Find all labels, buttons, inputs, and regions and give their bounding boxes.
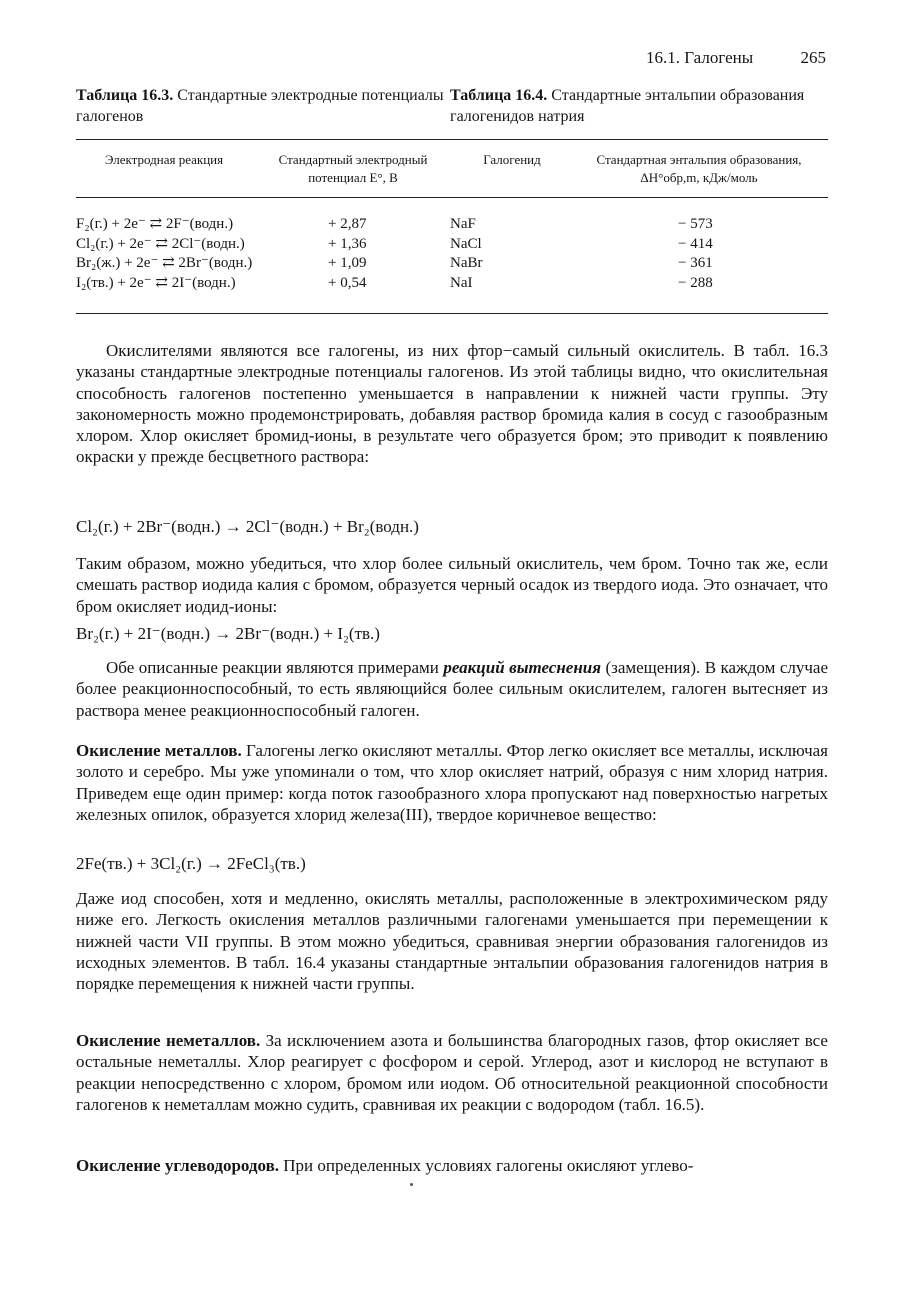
paragraph-hydrocarbon-oxidation bbox=[76, 1155, 828, 1176]
col-header-potential: Стандартный электродный потенциал E°, B bbox=[278, 152, 428, 185]
table-header-rule bbox=[76, 197, 828, 198]
paragraph-text: Обе описанные реакции являются примерами bbox=[106, 658, 444, 677]
table-16-3-caption bbox=[76, 85, 446, 127]
paragraph-text: Галогены легко окисляют металлы. Фтор легко окисляет все металлы, исключая золото и серебро. Мы уже упоминали о том, что хлор окисляет натрий, образуя с ним хлорид натрия. Приведем еще один пример: когда поток газообразного хлора пропускают над поверхностью нагретых железных опилок, образуется хлорид железа(III), твердое коричневое вещество: bbox=[76, 741, 828, 824]
table-cell-halide: NaI bbox=[450, 274, 473, 291]
table-cell-enthalpy: − 361 bbox=[678, 255, 713, 271]
table-cell-enthalpy: − 414 bbox=[678, 235, 713, 252]
equation-chlorine-bromide: Cl₂(г.) + 2Br⁻(водн.) → 2Cl⁻(водн.) + Br₂(водн.) bbox=[76, 517, 419, 536]
col-header-reaction: Электродная реакция bbox=[104, 152, 224, 167]
paragraph-displacement bbox=[76, 657, 828, 721]
print-speck bbox=[410, 1183, 413, 1186]
paragraph-text: Таким образом, можно убедиться, что хлор более сильный окислитель, чем бром. Точно так же, если смешать раствор иодида калия с бромом, образуется черный осадок из твердого иода. Это означает, что бром окисляет иодид-ионы: bbox=[76, 554, 828, 616]
paragraph-iodine-metals bbox=[76, 888, 828, 994]
col-header-enthalpy bbox=[568, 151, 830, 187]
paragraph-text: (замещения). В каждом случае более реакционноспособный, то есть являющийся более сильным окислителем, галоген вытесняет из раствора менее реакционноспособный галоген. bbox=[76, 658, 828, 720]
equation-bromine-iodide: Br₂(г.) + 2I⁻(водн.) → 2Br⁻(водн.) + I₂(тв.) bbox=[76, 624, 380, 643]
enthalpy-header-line2: ΔH°обр,m, кДж/моль bbox=[640, 170, 758, 185]
table-label: Таблица 16.4. bbox=[450, 87, 548, 104]
table-bottom-rule bbox=[76, 313, 828, 314]
table-cell-reaction: Cl₂(г.) + 2e⁻ ⇄ 2Cl⁻(водн.) bbox=[76, 235, 245, 252]
enthalpy-header-line1: Стандартная энтальпия образования, bbox=[596, 152, 802, 167]
paragraph-metal-oxidation bbox=[76, 740, 828, 825]
table-cell-halide: NaCl bbox=[450, 235, 482, 252]
equation-iron-chloride: 2Fe(тв.) + 3Cl₂(г.) → 2FeCl₃(тв.) bbox=[76, 854, 306, 873]
table-caption-text: Стандартные энтальпии образования галогенидов натрия bbox=[450, 87, 805, 125]
table-cell-potential: + 2,87 bbox=[328, 216, 367, 232]
table-top-rule bbox=[76, 139, 828, 140]
paragraph-nonmetal-oxidation bbox=[76, 1030, 828, 1115]
table-cell-potential: + 1,09 bbox=[328, 255, 367, 271]
page-number: 265 bbox=[800, 48, 826, 67]
paragraph-text: Окислителями являются все галогены, из них фтор−самый сильный окислитель. В табл. 16.3 указаны стандартные электродные потенциалы галогенов. Из этой таблицы видно, что окислительная способность галогенов постепенно уменьшается в направлении к нижней части группы. Эту закономерность можно продемонстрировать, добавляя раствор бромида калия в сосуд с газообразным хлором. Хлор окисляет бромид-ионы, в результате чего образуется бром; это приводит к появлению окраски у прежде бесцветного раствора: bbox=[76, 341, 828, 467]
table-cell-enthalpy: − 573 bbox=[678, 216, 713, 232]
table-cell-enthalpy: − 288 bbox=[678, 274, 713, 291]
paragraph-text: Даже иод способен, хотя и медленно, окислять металлы, расположенные в электрохимическом ряду ниже его. Легкость окисления металлов различными галогенами уменьшается при перемещении к нижней части VII группы. В этом можно убедиться, сравнивая энергии образования галогенидов из исходных элементов. В табл. 16.4 указаны стандартные энтальпии образования галогенидов натрия в порядке перемещения к нижней части группы. bbox=[76, 889, 828, 994]
table-cell-potential: + 1,36 bbox=[328, 235, 367, 252]
paragraph-text: За исключением азота и большинства благородных газов, фтор окисляет все остальные неметаллы. Хлор реагирует с фосфором и серой. Углерод, азот и кислород не вступают в реакции непосредственно с хлором, бромом или иодом. Об относительной реакционной способности галогенов к неметаллам можно судить, сравнивая их реакции с водородом (табл. 16.5). bbox=[76, 1031, 828, 1114]
run-in-heading: Окисление углеводородов. bbox=[76, 1156, 280, 1175]
table-cell-reaction: F₂(г.) + 2e⁻ ⇄ 2F⁻(водн.) bbox=[76, 216, 234, 232]
paragraph-oxidizers bbox=[76, 340, 828, 468]
table-16-4-caption bbox=[450, 85, 830, 127]
paragraph-text: При определенных условиях галогены окисляют углево- bbox=[279, 1156, 694, 1175]
run-in-heading: Окисление металлов. bbox=[76, 741, 242, 760]
table-cell-reaction: Br₂(ж.) + 2e⁻ ⇄ 2Br⁻(водн.) bbox=[76, 255, 253, 271]
section-title: 16.1. Галогены bbox=[646, 48, 754, 67]
paragraph-chlorine-vs-bromine bbox=[76, 553, 828, 617]
table-cell-potential: + 0,54 bbox=[328, 274, 367, 291]
col-header-halide: Галогенид bbox=[483, 152, 541, 167]
term-displacement-reactions: реакций вытеснения bbox=[443, 658, 601, 677]
table-caption-text: Стандартные электродные потенциалы галогенов bbox=[76, 87, 444, 125]
table-cell-halide: NaBr bbox=[450, 255, 483, 271]
table-cell-reaction: I₂(тв.) + 2e⁻ ⇄ 2I⁻(водн.) bbox=[76, 274, 236, 291]
table-cell-halide: NaF bbox=[450, 216, 476, 232]
run-in-heading: Окисление неметаллов. bbox=[76, 1031, 261, 1050]
table-label: Таблица 16.3. bbox=[76, 87, 174, 104]
